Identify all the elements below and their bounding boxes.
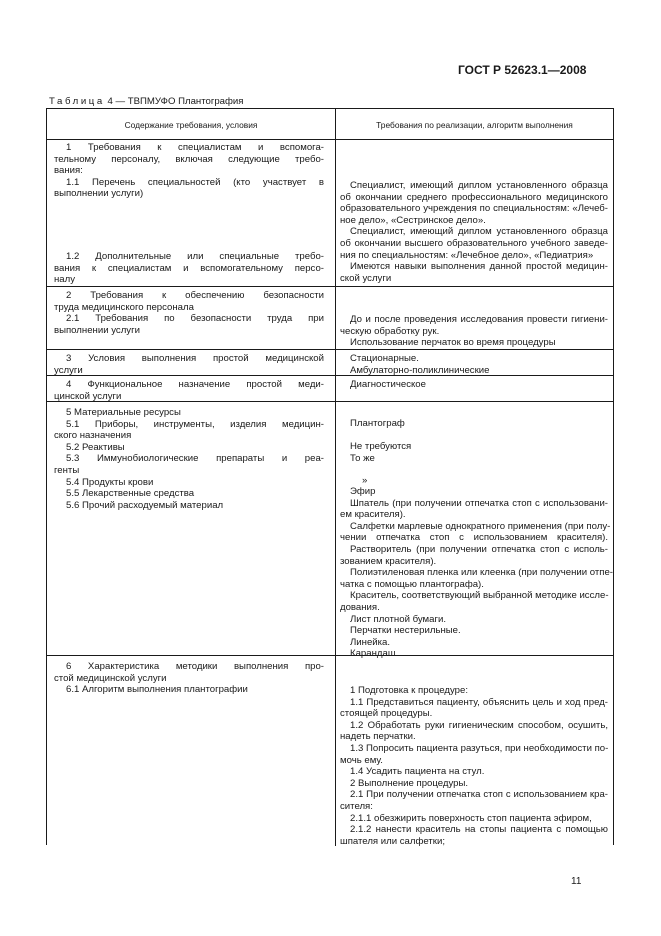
row-5-requirement: [54, 407, 324, 511]
text-line: ческую обработку рук.: [340, 325, 440, 337]
text-line: 2 Выполнение процедуры.: [350, 777, 469, 789]
row-2-implementation: [340, 314, 608, 349]
text-line: цинской услуги: [54, 390, 122, 402]
text-line: Не требуются: [350, 441, 412, 452]
text-line: услуги: [54, 364, 83, 376]
row-6-algorithm: [340, 685, 608, 847]
text-line: 1 Подготовка к процедуре:: [350, 685, 469, 696]
text-line: надеть перчатки.: [340, 731, 416, 743]
row-5-consumables: [340, 486, 613, 660]
text-line: Салфетки марлевые однократного применения (при полу-: [350, 520, 611, 532]
text-line: 3 Условия выполнения простой медицинской: [66, 353, 324, 364]
text-line: Стационарные.: [350, 353, 419, 364]
text-line: 1.2 Обработать руки гигиеническим способом, осушить,: [350, 719, 608, 731]
table-caption: [49, 96, 243, 108]
text-line: 1.1 Представиться пациенту, объяснить цель и ход пред-: [350, 696, 608, 708]
row-2-requirement: [54, 290, 324, 336]
column-header-left: Содержание требования, условия: [124, 120, 258, 130]
text-line: 5.3 Иммунобиологические препараты и реа-: [66, 453, 324, 465]
text-line: 2.1.2 нанести краситель на стопы пациента с помощью: [350, 824, 608, 836]
text-line: вания:: [54, 165, 83, 177]
text-line: труда медицинского персонала: [54, 301, 194, 313]
text-line: 1.4 Усадить пациента на стул.: [350, 766, 485, 778]
text-line: Карандаш: [350, 648, 396, 660]
row-4-implementation: [340, 379, 608, 391]
row-4-requirement: [54, 379, 324, 402]
text-line: То же: [350, 452, 375, 464]
text-line: вания к специалистам и вспомогательному персо-: [54, 262, 324, 274]
text-line: 5.4 Продукты крови: [66, 476, 154, 488]
table-caption-title: 4 — ТВПМУФО Плантография: [104, 96, 244, 107]
text-line: чении отпечатка стоп с использованием красителя).: [340, 532, 608, 544]
text-line: 5.1 Приборы, инструменты, изделия медицин-: [66, 418, 324, 430]
text-line: 1.2 Дополнительные или специальные требо-: [66, 251, 324, 262]
text-line: Краситель, соответствующий выбранной методике иссле-: [350, 590, 609, 602]
text-line: 5.2 Реактивы: [66, 441, 125, 453]
text-line: дования.: [340, 601, 380, 613]
text-line: 1.1 Перечень специальностей (кто участвует в: [66, 176, 324, 188]
text-line: 2 Требования к обеспечению безопасности: [66, 290, 324, 301]
text-line: Эфир: [350, 486, 376, 497]
text-line: об окончании среднего профессионального медицинского: [340, 191, 608, 203]
row-6-requirement: [54, 661, 324, 696]
row-divider: [47, 349, 613, 350]
text-line: Специалист, имеющий диплом установленного образца: [350, 226, 608, 238]
text-line: Плантограф: [350, 418, 405, 429]
column-divider: [335, 109, 336, 846]
text-line: Растворитель (при получении отпечатка стоп с исполь-: [350, 543, 608, 555]
text-line: 5 Материальные ресурсы: [66, 407, 181, 418]
text-line: Диагностическое: [350, 379, 426, 390]
text-line: шпателя или салфетки;: [340, 835, 446, 847]
text-line: Имеются навыки выполнения данной простой медицин-: [350, 261, 608, 273]
text-line: ния по специальностям: «Лечебное дело», «Педиатрия»: [340, 249, 594, 261]
text-line: зованием красителя).: [340, 555, 437, 567]
text-line: Специалист, имеющий диплом установленного образца: [350, 180, 608, 191]
row-1-implementation: [340, 180, 608, 284]
document-standard-number: ГОСТ Р 52623.1—2008: [458, 63, 587, 77]
text-line: Амбулаторно-поликлинические: [350, 364, 490, 376]
text-line: Лист плотной бумаги.: [350, 613, 447, 625]
text-line: Шпатель (при получении отпечатка стоп с использовани-: [350, 497, 608, 509]
text-line: образовательного учреждения по специальностям: «Лечеб-: [340, 203, 608, 215]
ditto-mark: »: [362, 475, 368, 487]
text-line: выполнении услуги): [54, 188, 144, 200]
text-line: выполнении услуги: [54, 324, 140, 336]
text-line: 1.3 Попросить пациента разуться, при необходимости по-: [350, 742, 609, 754]
text-line: 2.1 При получении отпечатка стоп с использованием кра-: [350, 789, 608, 801]
text-line: 5.6 Прочий расходуемый материал: [66, 499, 224, 511]
page-number: 11: [571, 876, 582, 887]
text-line: 2.1 Требования по безопасности труда при: [66, 313, 324, 325]
row-3-requirement: [54, 353, 324, 376]
text-line: стой медицинской услуги: [54, 672, 167, 684]
text-line: 4 Функциональное назначение простой меди-: [66, 379, 324, 390]
text-line: Линейка.: [350, 636, 391, 648]
column-header-right: Требования по реализации, алгоритм выполнения: [376, 120, 573, 130]
text-line: генты: [54, 464, 80, 476]
text-line: 2.1.1 обезжирить поверхность стоп пациента эфиром,: [350, 812, 592, 824]
text-line: сителя:: [340, 800, 373, 812]
text-line: ем красителя).: [340, 509, 406, 521]
text-line: стоящей процедуры.: [340, 708, 433, 720]
text-line: Использование перчаток во время процедуры: [350, 337, 556, 349]
text-line: чатка с помощью плантографа).: [340, 578, 484, 590]
text-line: об окончании высшего образовательного учебного заведе-: [340, 237, 608, 249]
row-divider: [47, 139, 613, 140]
row-1-additional-requirement: [54, 251, 324, 286]
row-5-instruments: [340, 418, 608, 430]
text-line: ской услуги: [340, 272, 392, 284]
text-line: 5.5 Лекарственные средства: [66, 488, 195, 500]
text-line: Полиэтиленовая пленка или клеенка (при получении отпе-: [350, 567, 613, 579]
text-line: ского назначения: [54, 430, 132, 442]
requirements-table: [46, 108, 614, 845]
table-caption-word: Таблица: [49, 96, 105, 107]
text-line: До и после проведения исследования провести гигиени-: [350, 314, 608, 325]
row-divider: [47, 286, 613, 287]
text-line: тельному персоналу, включая следующие требо-: [54, 153, 324, 165]
text-line: 6.1 Алгоритм выполнения плантографии: [66, 684, 248, 696]
row-3-implementation: [340, 353, 608, 376]
text-line: мочь ему.: [340, 754, 383, 766]
text-line: 1 Требования к специалистам и вспомога-: [66, 142, 324, 153]
text-line: ное дело», «Сестринское дело».: [340, 214, 486, 226]
row-1-requirement: [54, 142, 324, 200]
text-line: 6 Характеристика методики выполнения про-: [66, 661, 324, 672]
text-line: Перчатки нестерильные.: [350, 625, 461, 637]
text-line: налу: [54, 274, 76, 286]
row-5-reagents: [340, 441, 608, 487]
